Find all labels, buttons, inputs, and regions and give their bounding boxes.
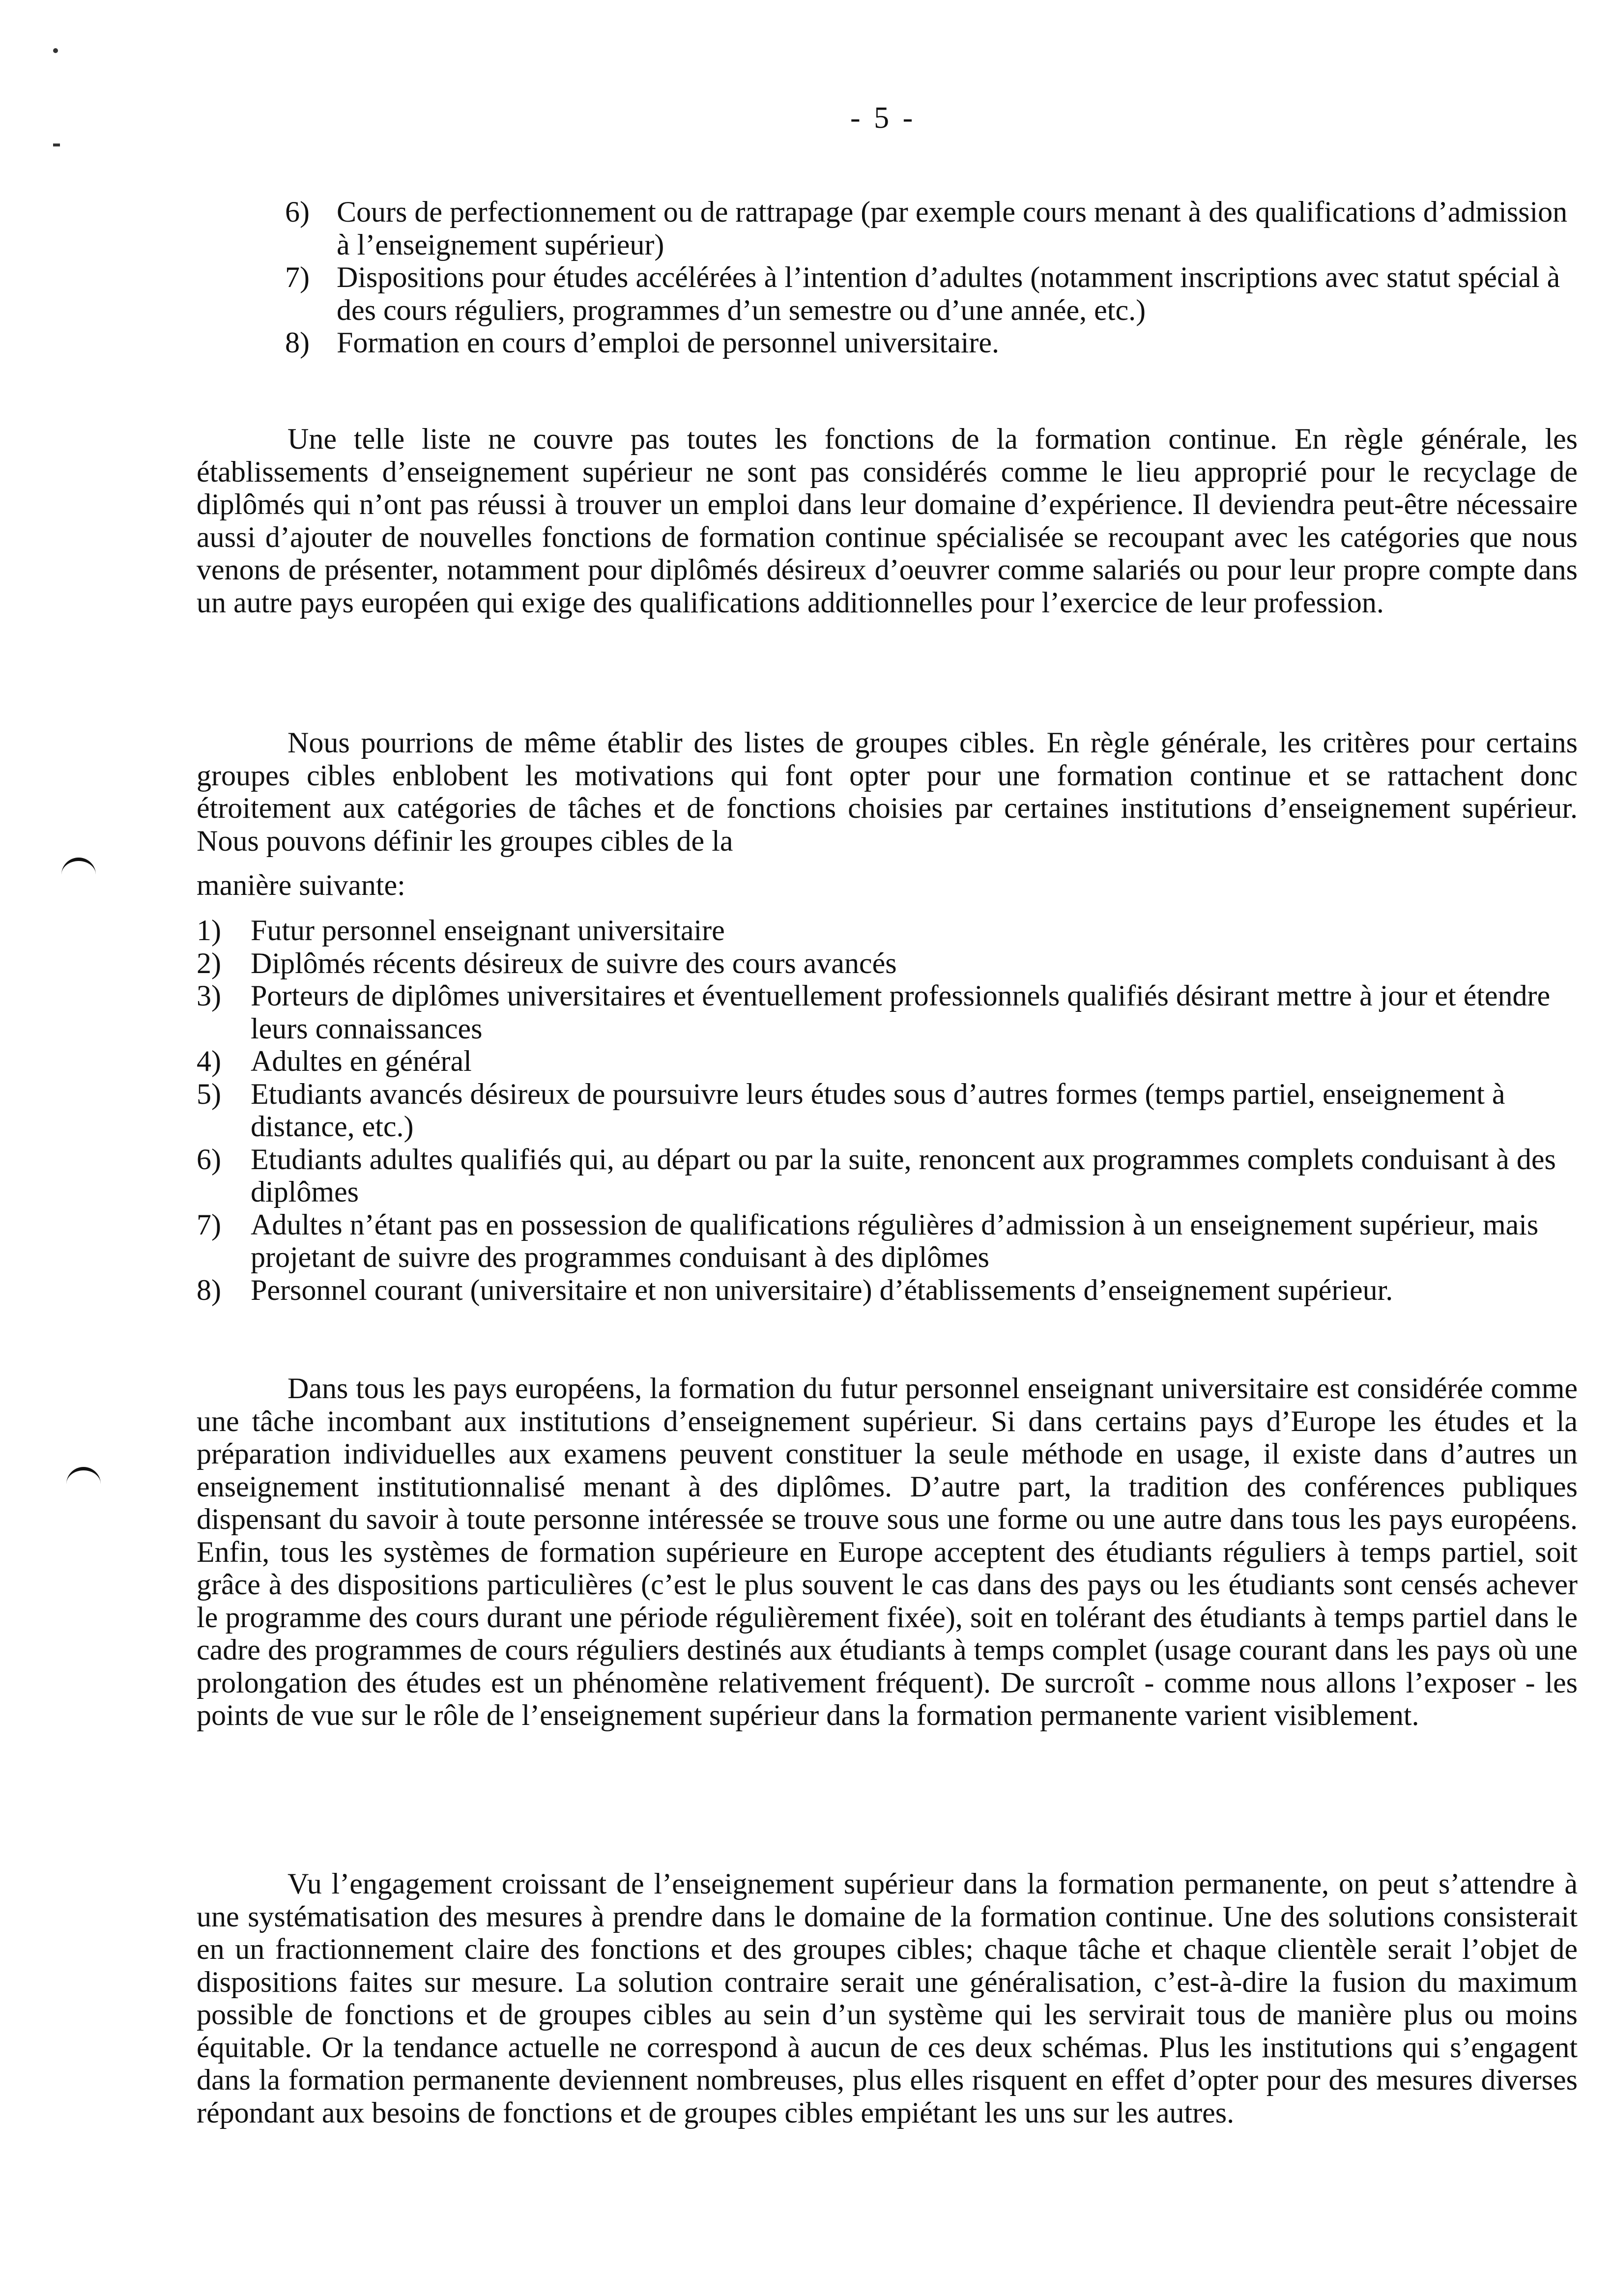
paragraph: Nous pourrions de même établir des listes de groupes cibles. En règle générale, les critères pour certains groupes cibles enblobent les motivations qui font opter pour une formation continue et se rattachent donc étroitement aux catégories de tâches et de fonctions choisies par certaines institutions d’enseignement supérieur. Nous pouvons définir les groupes cibles de la bbox=[197, 726, 1578, 857]
scan-speck bbox=[53, 144, 60, 146]
groups-list bbox=[197, 914, 1578, 1306]
list-item-number: 6) bbox=[285, 196, 310, 228]
paragraph-block bbox=[197, 1372, 1578, 1732]
list-item bbox=[285, 326, 1578, 359]
paragraph: Une telle liste ne couvre pas toutes les fonctions de la formation continue. En règle générale, les établissements d’enseignement supérieur ne sont pas considérés comme le lieu approprié pour le recyclage de diplômés qui n’ont pas réussi à trouver un emploi dans leur domaine d’expérience. Il deviendra peut-être nécessaire aussi d’ajouter de nouvelles fonctions de formation continue spécialisée se recoupant avec les catégories que nous venons de présenter, notamment pour diplômés désireux d’oeuvrer comme salariés ou pour leur propre compte dans un autre pays européen qui exige des qualifications additionnelles pour l’exercice de leur profession. bbox=[197, 423, 1578, 619]
list-item-text: Etudiants avancés désireux de poursuivre leurs études sous d’autres formes (temps partiel, enseignement à distance, etc.) bbox=[251, 1077, 1505, 1143]
list-item-number: 5) bbox=[197, 1077, 221, 1110]
list-item bbox=[285, 261, 1578, 326]
list-item-text: Dispositions pour études accélérées à l’intention d’adultes (notamment inscriptions avec statut spécial à des cours réguliers, programmes d’un semestre ou d’une année, etc.) bbox=[337, 261, 1560, 326]
list-item bbox=[197, 1045, 1578, 1078]
paragraph-continuation: manière suivante: bbox=[197, 869, 405, 901]
list-item-text: Adultes en général bbox=[251, 1045, 472, 1077]
list-item bbox=[197, 1208, 1578, 1274]
list-item-number: 2) bbox=[197, 947, 221, 979]
paragraph: Vu l’engagement croissant de l’enseignement supérieur dans la formation permanente, on peut s’attendre à une systématisation des mesures à prendre dans le domaine de la formation continue. Une des solutions consisterait en un fractionnement claire des fonctions et des groupes cibles; chaque tâche et chaque clientèle serait l’objet de dispositions faites sur mesure. La solution contraire serait une généralisation, c’est-à-dire la fusion du maximum possible de fonctions et de groupes cibles au sein d’un système qui les servirait tous de manière plus ou moins équitable. Or la tendance actuelle ne correspond à aucun de ces deux schémas. Plus les institutions qui s’engagent dans la formation permanente deviennent nombreuses, plus elles risquent en effet d’opter pour des mesures diverses répondant aux besoins de fonctions et de groupes cibles empiétant les uns sur les autres. bbox=[197, 1867, 1578, 2129]
list-item-text: Diplômés récents désireux de suivre des cours avancés bbox=[251, 947, 897, 979]
list-item-number: 7) bbox=[285, 261, 310, 293]
list-item-text: Personnel courant (universitaire et non universitaire) d’établissements d’enseignement supérieur. bbox=[251, 1273, 1393, 1306]
list-item-text: Porteurs de diplômes universitaires et éventuellement professionnels qualifiés désirant mettre à jour et étendre leurs connaissances bbox=[251, 979, 1551, 1045]
list-item-number: 8) bbox=[197, 1273, 221, 1306]
groups-list-block bbox=[197, 914, 1578, 1306]
paragraph-block bbox=[197, 726, 1578, 857]
list-item-text: Adultes n’étant pas en possession de qualifications régulières d’admission à un enseignement supérieur, mais projetant de suivre des programmes conduisant à des diplômes bbox=[251, 1208, 1539, 1273]
paragraph-block bbox=[197, 423, 1578, 619]
binding-hole-mark bbox=[66, 1467, 101, 1486]
page-number: - 5 - bbox=[850, 101, 916, 135]
functions-list bbox=[285, 196, 1578, 359]
paragraph-block bbox=[197, 1867, 1578, 2129]
paragraph: Dans tous les pays européens, la formation du futur personnel enseignant universitaire est considérée comme une tâche incombant aux institutions d’enseignement supérieur. Si dans certains pays d’Europe les études et la préparation individuelles aux examens peuvent constituer la seule méthode en usage, il existe dans d’autres un enseignement institutionnalisé menant à des diplômes. D’autre part, la tradition des conférences publiques dispensant du savoir à toute personne intéressée se trouve sous une forme ou une autre dans tous les pays européens. Enfin, tous les systèmes de formation supérieure en Europe acceptent des étudiants réguliers à temps partiel, soit grâce à des dispositions particulières (c’est le plus souvent le cas dans des pays ou les étudiants sont censés achever le programme des cours durant une période régulièrement fixée), soit en tolérant des étudiants à temps partiel dans le cadre des programmes de cours réguliers destinés aux étudiants à temps complet (usage courant dans les pays où une prolongation des études est un phénomène relativement fréquent). De surcroît - comme nous allons l’exposer - les points de vue sur le rôle de l’enseignement supérieur dans la formation permanente varient visiblement. bbox=[197, 1372, 1578, 1731]
list-item bbox=[197, 1274, 1578, 1307]
list-item-text: Etudiants adultes qualifiés qui, au départ ou par la suite, renoncent aux programmes complets conduisant à des diplômes bbox=[251, 1143, 1556, 1208]
list-item bbox=[197, 1143, 1578, 1208]
list-item bbox=[197, 1078, 1578, 1143]
list-item bbox=[197, 947, 1578, 980]
scan-speck bbox=[53, 48, 58, 53]
list-item-number: 7) bbox=[197, 1208, 221, 1241]
list-item-text: Formation en cours d’emploi de personnel universitaire. bbox=[337, 326, 999, 359]
list-item-text: Futur personnel enseignant universitaire bbox=[251, 914, 725, 947]
binding-hole-mark bbox=[61, 858, 96, 877]
list-item-number: 3) bbox=[197, 979, 221, 1012]
list-item-number: 1) bbox=[197, 914, 221, 947]
functions-list-block bbox=[285, 196, 1578, 359]
list-item bbox=[197, 914, 1578, 947]
list-item bbox=[285, 196, 1578, 261]
paragraph-block bbox=[197, 869, 1578, 902]
list-item-text: Cours de perfectionnement ou de rattrapage (par exemple cours menant à des qualifications d’admission à l’enseignement supérieur) bbox=[337, 196, 1568, 261]
list-item-number: 6) bbox=[197, 1143, 221, 1176]
list-item-number: 8) bbox=[285, 326, 310, 359]
list-item bbox=[197, 979, 1578, 1045]
list-item-number: 4) bbox=[197, 1045, 221, 1077]
